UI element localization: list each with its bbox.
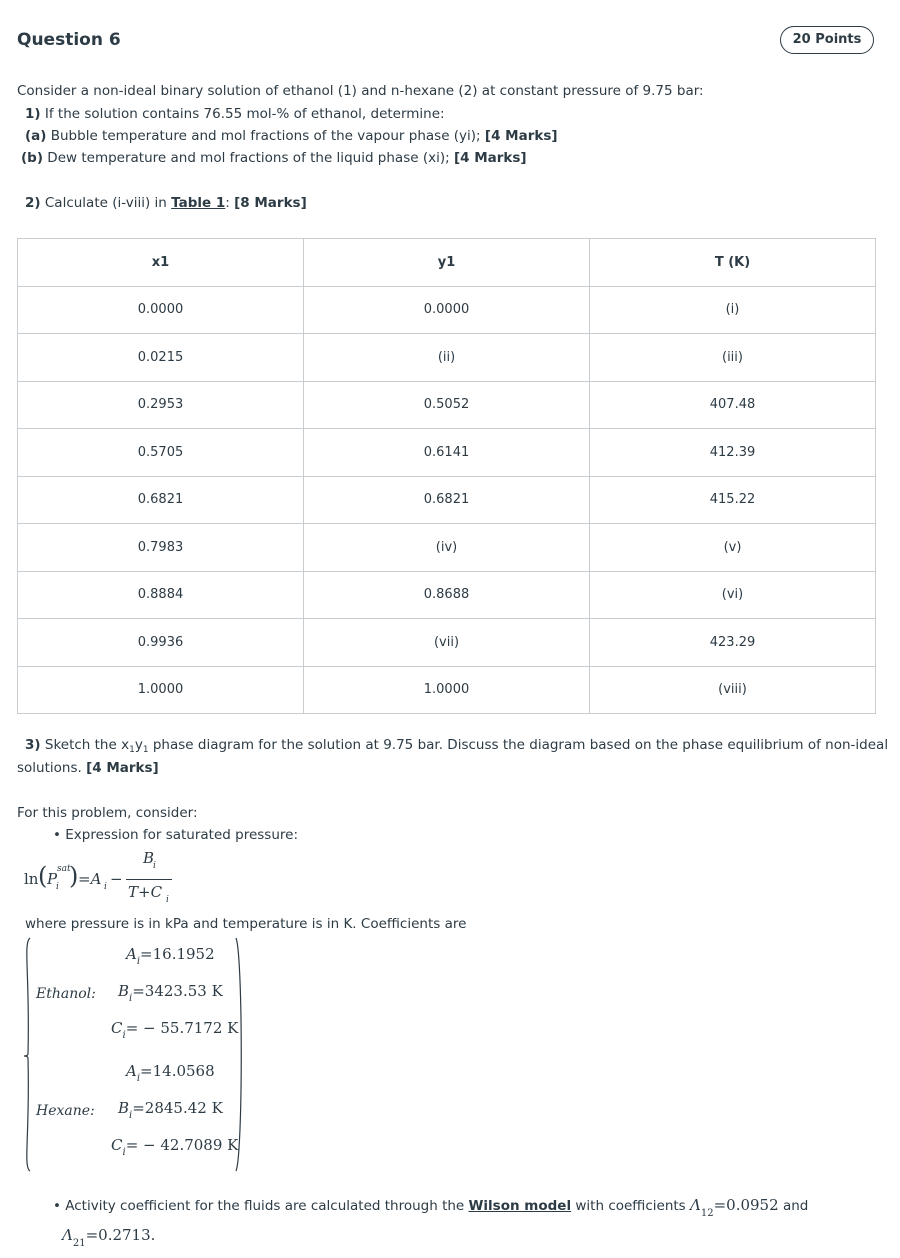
hexane-a-sub: i <box>136 1073 141 1084</box>
lambda12-value: =0.0952 <box>713 1196 779 1214</box>
hexane-c-value: = − 42.7089 K <box>125 1136 239 1154</box>
ethanol-a-sub: i <box>136 956 141 967</box>
part2-line <box>25 195 307 211</box>
part1a-line <box>25 128 558 144</box>
part3-line <box>25 737 888 753</box>
table-header-row <box>18 239 876 287</box>
part1a-text: Bubble temperature and mol fractions of the vapour phase (yi); <box>46 128 485 144</box>
ethanol-c-value: = − 55.7172 K <box>125 1019 239 1037</box>
cell-x1: 0.0215 <box>18 334 304 382</box>
part3-text-a: Sketch the x <box>40 737 130 753</box>
header-x1: x1 <box>18 239 304 287</box>
part3-sub2: 1 <box>142 745 149 755</box>
cell-y1: 0.0000 <box>304 286 590 334</box>
eq-paren-open: ( <box>38 862 48 890</box>
part3-line2 <box>17 760 159 776</box>
cell-y1: 0.8688 <box>304 571 590 619</box>
part2-colon: : <box>225 195 235 211</box>
part1b-marks: [4 Marks] <box>453 150 527 166</box>
ethanol-b-value: =3423.53 K <box>132 982 223 1000</box>
cell-x1: 0.6821 <box>18 476 304 524</box>
hexane-c <box>111 1136 239 1158</box>
part1a-marks: [4 Marks] <box>484 128 558 144</box>
table-row <box>18 524 876 572</box>
lambda21-symbol: Λ <box>62 1226 73 1244</box>
where-text: where pressure is in kPa and temperature is in K. Coefficients are <box>25 916 467 932</box>
activity-and: and <box>778 1198 809 1214</box>
cell-t: (viii) <box>590 666 876 714</box>
part1a-label: (a) <box>25 128 47 144</box>
part1b-text: Dew temperature and mol fractions of the liquid phase (xi); <box>43 150 454 166</box>
wilson-model-link[interactable]: Wilson model <box>468 1198 572 1214</box>
part2-number: 2) <box>25 195 41 211</box>
cell-y1: 1.0000 <box>304 666 590 714</box>
ethanol-a <box>126 945 215 967</box>
header-y1: y1 <box>304 239 590 287</box>
data-table <box>17 238 876 714</box>
cell-y1: 0.6821 <box>304 476 590 524</box>
ethanol-label: Ethanol: <box>36 986 96 1002</box>
hexane-a <box>126 1062 215 1084</box>
hexane-c-symbol: C <box>111 1136 123 1154</box>
hexane-b-sub: i <box>129 1110 133 1121</box>
part3-marks: [4 Marks] <box>86 760 159 776</box>
cell-t: (vi) <box>590 571 876 619</box>
ethanol-a-symbol: A <box>126 945 137 963</box>
hexane-c-sub: i <box>122 1147 126 1158</box>
eq-i-sub: i <box>56 882 59 892</box>
question-title: Question 6 <box>17 30 121 50</box>
intro-text: Consider a non-ideal binary solution of ethanol (1) and n-hexane (2) at constant pressure of 9.75 bar: <box>17 83 704 99</box>
lambda12-symbol: Λ <box>690 1196 701 1214</box>
part3-text-b: y <box>134 737 143 753</box>
cell-t: 407.48 <box>590 381 876 429</box>
cell-x1: 1.0000 <box>18 666 304 714</box>
cell-y1: 0.5052 <box>304 381 590 429</box>
consider-intro: For this problem, consider: <box>17 805 198 821</box>
part3-number: 3) <box>25 737 41 753</box>
intro-line <box>17 83 704 99</box>
bullet-saturated-text: Expression for saturated pressure: <box>65 827 298 843</box>
part1b-line <box>21 150 527 166</box>
bullet-dot-icon: • <box>53 1198 61 1214</box>
eq-minus: − <box>110 870 123 888</box>
eq-ln: ln <box>24 870 39 888</box>
table-row <box>18 619 876 667</box>
cell-y1: 0.6141 <box>304 429 590 477</box>
lambda21-value: =0.2713. <box>85 1226 156 1244</box>
eq-fraction-bar <box>126 879 172 880</box>
cell-t: 415.22 <box>590 476 876 524</box>
bullet-activity <box>53 1196 809 1219</box>
eq-p: P <box>47 870 58 888</box>
bullet-dot-icon: • <box>53 827 61 843</box>
eq-c-sub: i <box>166 895 169 905</box>
eq-b-sub: i <box>153 861 156 871</box>
cell-x1: 0.7983 <box>18 524 304 572</box>
part1-text: If the solution contains 76.55 mol-% of ethanol, determine: <box>40 106 445 122</box>
lambda21-line <box>62 1226 156 1249</box>
cell-x1: 0.9936 <box>18 619 304 667</box>
cell-t: (i) <box>590 286 876 334</box>
ethanol-c <box>111 1019 239 1041</box>
table-row <box>18 429 876 477</box>
part2-text: Calculate (i-viii) in <box>40 195 172 211</box>
table-row <box>18 381 876 429</box>
cell-x1: 0.0000 <box>18 286 304 334</box>
part3-text-c: phase diagram for the solution at 9.75 bar. Discuss the diagram based on the phase equilibrium of non-ideal <box>148 737 889 753</box>
cell-y1: (ii) <box>304 334 590 382</box>
ethanol-c-symbol: C <box>111 1019 123 1037</box>
cell-x1: 0.8884 <box>18 571 304 619</box>
table-row <box>18 334 876 382</box>
hexane-a-symbol: A <box>126 1062 137 1080</box>
part1-number: 1) <box>25 106 41 122</box>
part2-marks: [8 Marks] <box>234 195 307 211</box>
cell-y1: (vii) <box>304 619 590 667</box>
part1b-label: (b) <box>21 150 44 166</box>
eq-a-sub: i <box>104 882 107 892</box>
hexane-a-value: =14.0568 <box>140 1062 215 1080</box>
hexane-b-symbol: B <box>118 1099 130 1117</box>
lambda21-sub: 21 <box>72 1238 86 1249</box>
lambda12-sub: 12 <box>700 1208 714 1219</box>
hexane-label: Hexane: <box>36 1103 95 1119</box>
bullet-saturated <box>53 827 298 843</box>
table1-link[interactable]: Table 1 <box>171 195 226 211</box>
table-row <box>18 571 876 619</box>
cell-x1: 0.2953 <box>18 381 304 429</box>
table-row <box>18 476 876 524</box>
ethanol-a-value: =16.1952 <box>140 945 215 963</box>
part1-line <box>25 106 445 122</box>
eq-b: B <box>143 849 155 867</box>
cell-t: 412.39 <box>590 429 876 477</box>
header-temperature: T (K) <box>590 239 876 287</box>
eq-paren-close: ) <box>69 862 79 890</box>
cell-t: (v) <box>590 524 876 572</box>
ethanol-c-sub: i <box>122 1030 126 1041</box>
eq-sat: sat <box>57 864 71 874</box>
cell-y1: (iv) <box>304 524 590 572</box>
cell-t: 423.29 <box>590 619 876 667</box>
ethanol-b-sub: i <box>129 993 133 1004</box>
table-row <box>18 286 876 334</box>
part3-sub1: 1 <box>129 745 135 755</box>
eq-denominator: T+C <box>128 883 163 901</box>
activity-text: Activity coefficient for the fluids are calculated through the <box>65 1198 469 1214</box>
cell-t: (iii) <box>590 334 876 382</box>
activity-text2: with coefficients <box>571 1198 691 1214</box>
points-badge: 20 Points <box>780 26 874 54</box>
part3-line2-text: solutions. <box>17 760 87 776</box>
eq-equals-a: =A <box>78 870 102 888</box>
table-row <box>18 666 876 714</box>
ethanol-b-symbol: B <box>118 982 130 1000</box>
ethanol-b <box>118 982 223 1004</box>
cell-x1: 0.5705 <box>18 429 304 477</box>
hexane-b <box>118 1099 223 1121</box>
hexane-b-value: =2845.42 K <box>132 1099 223 1117</box>
